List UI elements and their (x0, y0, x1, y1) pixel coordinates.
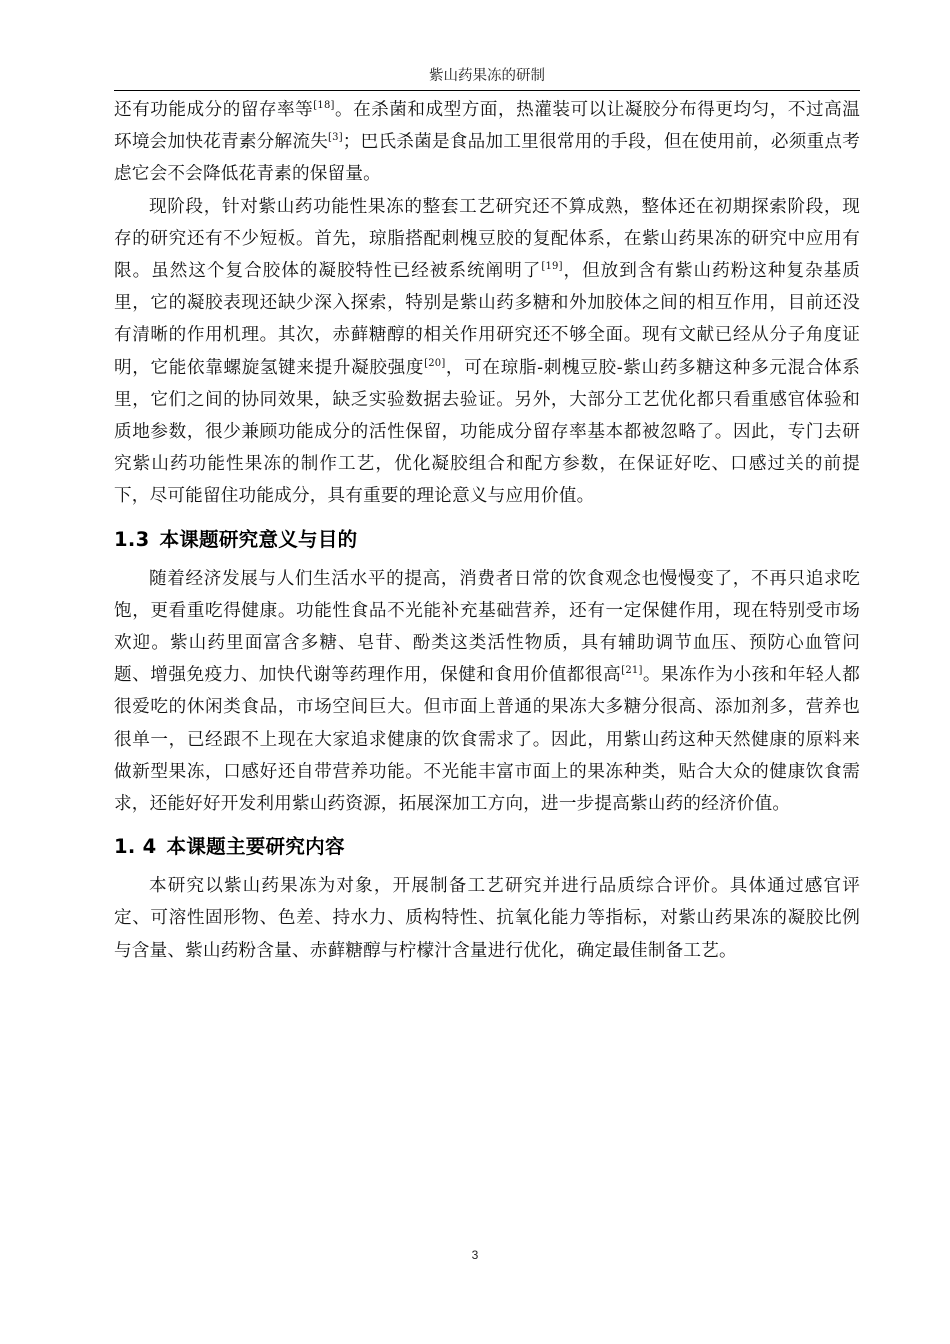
paragraph-continued (114, 94, 860, 191)
paragraph-current-status (114, 191, 860, 513)
citation: [18] (313, 100, 335, 111)
citation: [21] (621, 665, 643, 677)
citation: [20] (424, 357, 446, 369)
text-run: ，但放到含有紫山药粉这种复杂基质里，它的凝胶表现还缺少深入探索，特别是紫山药多糖和外加胶体之间的相互作用，目前还没有清晰的作用机理。其次，赤藓糖醇的相关作用研究还不够全面。现有文献已经从分子角度证明，它能依靠螺旋氢键来提升凝胶强度 (114, 261, 861, 378)
text-run: 现阶段，针对紫山药功能性果冻的整套工艺研究还不算成熟，整体还在初期探索阶段，现存的研究还有不少短板。首先，琼脂搭配刺槐豆胶的复配体系，在紫山药果冻的研究中应用有限。虽然这个复合胶体的凝胶特性已经被系统阐明了 (114, 196, 860, 282)
section-title: 本课题主要研究内容 (166, 835, 345, 859)
section-number: 1. 4 (114, 835, 157, 859)
section-heading-1-4 (114, 830, 860, 864)
paragraph-research-content (114, 870, 860, 967)
page-number: 3 (471, 1248, 479, 1262)
section-title: 本课题研究意义与目的 (159, 527, 358, 551)
citation: [19] (541, 261, 563, 273)
text-run: 。果冻作为小孩和年轻人都很爱吃的休闲类食品，市场空间巨大。但市面上普通的果冻大多糖分很高、添加剂多，营养也很单一，已经跟不上现在大家追求健康的饮食需求了。因此，用紫山药这种天然健康的原料来做新型果冻，口感好还自带营养功能。不光能丰富市面上的果冻种类，贴合大众的健康饮食需求，还能好好开发利用紫山药资源，拓展深加工方向，进一步提高紫山药的经济价值。 (114, 665, 860, 815)
citation: [3] (328, 132, 343, 144)
section-heading-1-3 (114, 523, 860, 557)
text-run: 还有功能成分的留存率等 (114, 100, 314, 120)
running-header: 紫山药果冻的研制 (429, 68, 545, 84)
text-run: 随着经济发展与人们生活水平的提高，消费者日常的饮食观念也慢慢变了，不再只追求吃饱，更看重吃得健康。功能性食品不光能补充基础营养，还有一定保健作用，现在特别受市场欢迎。紫山药里面富含多糖、皂苷、酚类这类活性物质，具有辅助调节血压、预防心血管问题、增强免疫力、加快代谢等药理作用，保健和食用价值都很高 (114, 568, 860, 686)
section-number: 1.3 (114, 527, 150, 551)
paragraph-significance (114, 563, 860, 821)
text-run: ，可在琼脂-刺槐豆胶-紫山药多糖这种多元混合体系里，它们之间的协同效果，缺乏实验数据去验证。另外，大部分工艺优化都只看重感官体验和质地参数，很少兼顾功能成分的活性保留，功能成分留存率基本都被忽略了。因此，专门去研究紫山药功能性果冻的制作工艺，优化凝胶组合和配方参数，在保证好吃、口感过关的前提下，尽可能留住功能成分，具有重要的理论意义与应用价值。 (114, 357, 860, 507)
body-text (114, 94, 860, 967)
text-run: ；巴氏杀菌是食品加工里很常用的手段，但在使用前，必须重点考虑它会不会降低花青素的保留量。 (114, 132, 860, 185)
text-run: 。在杀菌和成型方面，热灌装可以让凝胶分布得更均匀，不过高温环境会加快花青素分解流失 (114, 100, 861, 153)
header-rule (114, 90, 860, 91)
text-run: 本研究以紫山药果冻为对象，开展制备工艺研究并进行品质综合评价。具体通过感官评定、可溶性固形物、色差、持水力、质构特性、抗氧化能力等指标，对紫山药果冻的凝胶比例与含量、紫山药粉含量、赤藓糖醇与柠檬汁含量进行优化，确定最佳制备工艺。 (114, 876, 860, 961)
